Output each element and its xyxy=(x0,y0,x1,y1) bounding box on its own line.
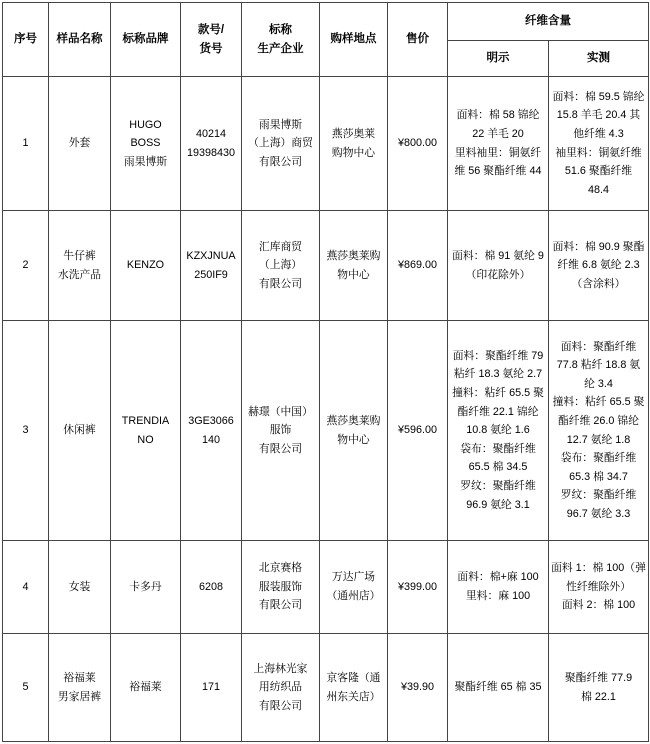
cell-fiber-declared-line: 65.5 棉 34.5 xyxy=(468,461,528,474)
cell-price xyxy=(388,211,448,321)
cell-fiber-measured-line: 酯纤维 26.0 锦纶 xyxy=(558,414,639,427)
cell-fiber-declared-line: 96.9 氨纶 3.1 xyxy=(466,498,530,511)
cell-brand-line: KENZO xyxy=(126,259,165,272)
header-line: 生产企业 xyxy=(257,42,304,55)
cell-fiber-measured xyxy=(549,634,649,742)
cell-index-line: 3 xyxy=(22,424,29,437)
cell-fiber-measured-line: 面料：棉 59.5 锦纶 xyxy=(552,90,645,103)
cell-manufacturer xyxy=(242,634,320,742)
table-row xyxy=(3,77,649,211)
cell-fiber-measured-line: 撞料：粘纤 65.5 聚 xyxy=(552,396,645,409)
cell-brand xyxy=(111,211,181,321)
header-line: 货号 xyxy=(199,42,223,55)
cell-manufacturer-line: 有限公司 xyxy=(258,277,303,290)
cell-price-line: ¥596.00 xyxy=(397,424,438,437)
cell-fiber-measured-line: 48.4 xyxy=(587,183,609,196)
cell-fiber-measured-line: 51.6 聚酯纤维 xyxy=(564,165,633,178)
cell-fiber-measured-line: 纤维 6.8 氨纶 2.3 xyxy=(557,259,640,272)
header-fiber-content xyxy=(448,3,649,41)
cell-fiber-measured-line: 袖里料：铜氨纤维 xyxy=(555,146,642,159)
cell-index xyxy=(3,77,49,211)
cell-fiber-declared-line: 面料：聚酯纤维 79 xyxy=(452,349,544,362)
cell-brand-line: 裕福莱 xyxy=(129,681,162,694)
cell-brand-line: 雨果博斯 xyxy=(123,155,168,168)
cell-fiber-measured-line: 面料 2：棉 100 xyxy=(561,599,636,612)
cell-fiber-measured-line: 袋布：聚酯纤维 xyxy=(560,452,637,465)
cell-fiber-declared-line: 罗纹：聚酯纤维 xyxy=(460,479,536,492)
cell-fiber-declared-line: 10.8 氨纶 1.6 xyxy=(466,424,530,437)
cell-fiber-measured-line: 96.7 氨纶 3.3 xyxy=(566,507,631,520)
cell-fiber-declared-line: 粘纤 18.3 氨纶 2.7 xyxy=(453,368,543,381)
cell-fiber-declared xyxy=(448,634,549,742)
cell-brand xyxy=(111,634,181,742)
cell-price xyxy=(388,634,448,742)
cell-style-no xyxy=(181,211,242,321)
cell-fiber-measured xyxy=(549,211,649,321)
cell-style-no-line: 6208 xyxy=(198,580,224,593)
cell-price xyxy=(388,541,448,634)
cell-brand-line: NO xyxy=(137,433,154,446)
header-label: 标称品牌 xyxy=(122,33,169,45)
cell-manufacturer xyxy=(242,77,320,211)
cell-manufacturer-line: 服装服饰 xyxy=(258,580,303,593)
cell-fiber-measured-line: 罗纹：聚酯纤维 xyxy=(560,489,637,502)
cell-fiber-declared-line: 里料袖里：铜氨纤 xyxy=(454,146,542,159)
cell-manufacturer-line: 雨果博斯 xyxy=(258,118,303,131)
cell-brand xyxy=(111,541,181,634)
cell-index xyxy=(3,541,49,634)
fiber-content-table xyxy=(2,2,649,742)
cell-fiber-measured-line: 面料：棉 90.9 聚酯 xyxy=(552,240,645,253)
cell-index xyxy=(3,634,49,742)
cell-index xyxy=(3,321,49,541)
cell-style-no xyxy=(181,541,242,634)
cell-sample-name xyxy=(49,77,111,211)
header-brand xyxy=(111,3,181,77)
cell-fiber-measured-line: 棉 22.1 xyxy=(581,690,616,703)
cell-style-no-line: 3GE3066 xyxy=(188,414,234,427)
table-row xyxy=(3,211,649,321)
cell-sample-name-line: 外套 xyxy=(68,137,91,150)
cell-sample-name-line: 裕福莱 xyxy=(63,671,96,684)
cell-fiber-measured-line: 65.3 棉 34.7 xyxy=(569,470,628,483)
cell-fiber-measured-line: 聚酯纤维 77.9 xyxy=(564,671,633,684)
cell-sample-name xyxy=(49,541,111,634)
cell-style-no-line: 40214 xyxy=(195,127,227,140)
cell-style-no xyxy=(181,77,242,211)
cell-purchase-place-line: 燕莎奥莱 xyxy=(331,127,376,140)
cell-style-no xyxy=(181,321,242,541)
cell-price xyxy=(388,77,448,211)
cell-brand xyxy=(111,321,181,541)
cell-price xyxy=(388,321,448,541)
cell-manufacturer-line: （上海）商贸 xyxy=(248,137,313,150)
cell-style-no-line: KZXJNUA xyxy=(186,249,236,262)
cell-sample-name-line: 休闲裤 xyxy=(63,424,96,437)
cell-brand xyxy=(111,77,181,211)
table-body xyxy=(3,77,649,742)
cell-fiber-declared-line: 聚酯纤维 65 棉 35 xyxy=(454,681,542,694)
cell-brand-line: TRENDIA xyxy=(121,414,170,427)
cell-purchase-place-line: 物中心 xyxy=(337,433,370,446)
cell-manufacturer-line: 服饰 xyxy=(269,424,292,437)
cell-purchase-place xyxy=(320,321,388,541)
cell-sample-name-line: 女装 xyxy=(68,580,91,593)
cell-fiber-measured xyxy=(549,321,649,541)
cell-index-line: 2 xyxy=(22,259,29,272)
table-row xyxy=(3,541,649,634)
cell-manufacturer-line: 有限公司 xyxy=(258,155,303,168)
cell-purchase-place-line: 京客隆（通 xyxy=(326,671,381,684)
cell-fiber-measured-line: 77.8 粘纤 18.8 氨 xyxy=(556,359,641,372)
cell-manufacturer-line: （上海） xyxy=(258,259,303,272)
cell-index xyxy=(3,211,49,321)
header-label: 购样地点 xyxy=(330,33,377,45)
cell-purchase-place xyxy=(320,634,388,742)
cell-purchase-place-line: （通州店） xyxy=(326,590,381,602)
cell-fiber-declared-line: 面料：棉 58 锦纶 xyxy=(456,109,540,122)
header-line: 标称 xyxy=(269,23,292,36)
cell-purchase-place-line: 州东关店） xyxy=(326,690,381,703)
cell-fiber-measured xyxy=(549,77,649,211)
cell-fiber-measured-line: 面料：聚酯纤维 xyxy=(560,340,637,353)
cell-fiber-declared-line: 撞料：粘纤 65.5 聚 xyxy=(452,387,544,400)
cell-fiber-declared-line: 维 56 聚酯纤维 44 xyxy=(454,165,542,178)
cell-manufacturer-line: 汇库商贸 xyxy=(258,240,303,253)
cell-fiber-measured-line: 面料 1：棉 100（弹 xyxy=(551,562,646,575)
cell-manufacturer xyxy=(242,211,320,321)
header-fiber-measured xyxy=(549,41,649,77)
cell-fiber-declared-line: 面料：棉 91 氨纶 9 xyxy=(452,249,544,262)
cell-fiber-declared-line: 里料：麻 100 xyxy=(465,590,531,602)
cell-fiber-declared xyxy=(448,541,549,634)
header-fiber-declared xyxy=(448,41,549,77)
header-price xyxy=(388,3,448,77)
cell-purchase-place xyxy=(320,77,388,211)
cell-purchase-place-line: 燕莎奥莱购 xyxy=(326,249,381,262)
cell-purchase-place-line: 燕莎奥莱购 xyxy=(326,414,381,427)
cell-price-line: ¥399.00 xyxy=(397,580,438,593)
cell-fiber-declared-line: 袋布：聚酯纤维 xyxy=(460,442,536,455)
header-label: 明示 xyxy=(486,52,510,64)
table-row xyxy=(3,321,649,541)
cell-sample-name-line: 男家居裤 xyxy=(57,690,102,703)
cell-style-no-line: 19398430 xyxy=(186,146,236,159)
cell-price-line: ¥800.00 xyxy=(397,137,438,150)
cell-brand-line: BOSS xyxy=(130,137,161,150)
cell-fiber-measured-line: （含涂料） xyxy=(571,277,626,290)
cell-sample-name xyxy=(49,211,111,321)
cell-manufacturer xyxy=(242,541,320,634)
cell-fiber-declared-line: （印花除外） xyxy=(465,268,531,281)
cell-style-no-line: 250IF9 xyxy=(194,268,228,281)
header-label: 纤维含量 xyxy=(525,15,571,27)
header-manufacturer xyxy=(242,3,320,77)
header-label: 序号 xyxy=(14,33,37,45)
cell-brand-line: 卡多丹 xyxy=(129,580,162,593)
cell-fiber-measured-line: 12.7 氨纶 1.8 xyxy=(566,433,631,446)
cell-manufacturer-line: 有限公司 xyxy=(258,699,303,712)
cell-fiber-measured-line: 纶 3.4 xyxy=(584,377,613,390)
cell-index-line: 1 xyxy=(22,137,29,150)
header-line: 款号/ xyxy=(197,23,225,36)
cell-fiber-declared xyxy=(448,321,549,541)
cell-manufacturer-line: 北京赛格 xyxy=(258,562,303,575)
cell-sample-name xyxy=(49,634,111,742)
header-purchase-place xyxy=(320,3,388,77)
header-label: 售价 xyxy=(406,33,429,45)
cell-price-line: ¥869.00 xyxy=(397,259,438,272)
header-index xyxy=(3,3,49,77)
cell-manufacturer xyxy=(242,321,320,541)
header-label: 样品名称 xyxy=(56,33,103,45)
cell-fiber-declared xyxy=(448,77,549,211)
cell-style-no-line: 171 xyxy=(201,681,220,694)
cell-fiber-measured-line: 15.8 羊毛 20.4 其 xyxy=(556,109,641,122)
table-row xyxy=(3,634,649,742)
cell-purchase-place-line: 购物中心 xyxy=(331,146,376,159)
cell-fiber-declared xyxy=(448,211,549,321)
cell-purchase-place-line: 万达广场 xyxy=(331,571,376,584)
cell-manufacturer-line: 有限公司 xyxy=(258,599,303,612)
header-sample-name xyxy=(49,3,111,77)
cell-purchase-place xyxy=(320,541,388,634)
cell-manufacturer-line: 上海林光家 xyxy=(253,662,308,675)
cell-fiber-measured-line: 性纤维除外） xyxy=(566,580,631,593)
cell-purchase-place-line: 物中心 xyxy=(337,268,370,281)
cell-manufacturer-line: 用纺织品 xyxy=(258,681,303,694)
cell-sample-name-line: 牛仔裤 xyxy=(63,249,96,262)
table-header xyxy=(3,3,649,77)
cell-manufacturer-line: 有限公司 xyxy=(258,442,303,455)
header-label: 实测 xyxy=(587,52,610,64)
cell-fiber-declared-line: 酯纤维 22.1 锦纶 xyxy=(457,405,539,418)
cell-brand-line: HUGO xyxy=(129,118,162,131)
cell-sample-name xyxy=(49,321,111,541)
cell-price-line: ¥39.90 xyxy=(400,681,435,694)
cell-sample-name-line: 水洗产品 xyxy=(57,268,102,281)
cell-index-line: 4 xyxy=(22,580,29,593)
cell-fiber-declared-line: 面料：棉+麻 100 xyxy=(457,571,539,584)
cell-style-no-line: 140 xyxy=(201,433,220,446)
cell-fiber-measured xyxy=(549,541,649,634)
header-row xyxy=(3,3,649,41)
cell-fiber-declared-line: 22 羊毛 20 xyxy=(472,127,524,140)
cell-style-no xyxy=(181,634,242,742)
cell-purchase-place xyxy=(320,211,388,321)
header-style-no xyxy=(181,3,242,77)
cell-index-line: 5 xyxy=(22,681,29,694)
cell-fiber-measured-line: 他纤维 4.3 xyxy=(573,127,624,140)
cell-manufacturer-line: 赫璟（中国） xyxy=(248,405,313,418)
